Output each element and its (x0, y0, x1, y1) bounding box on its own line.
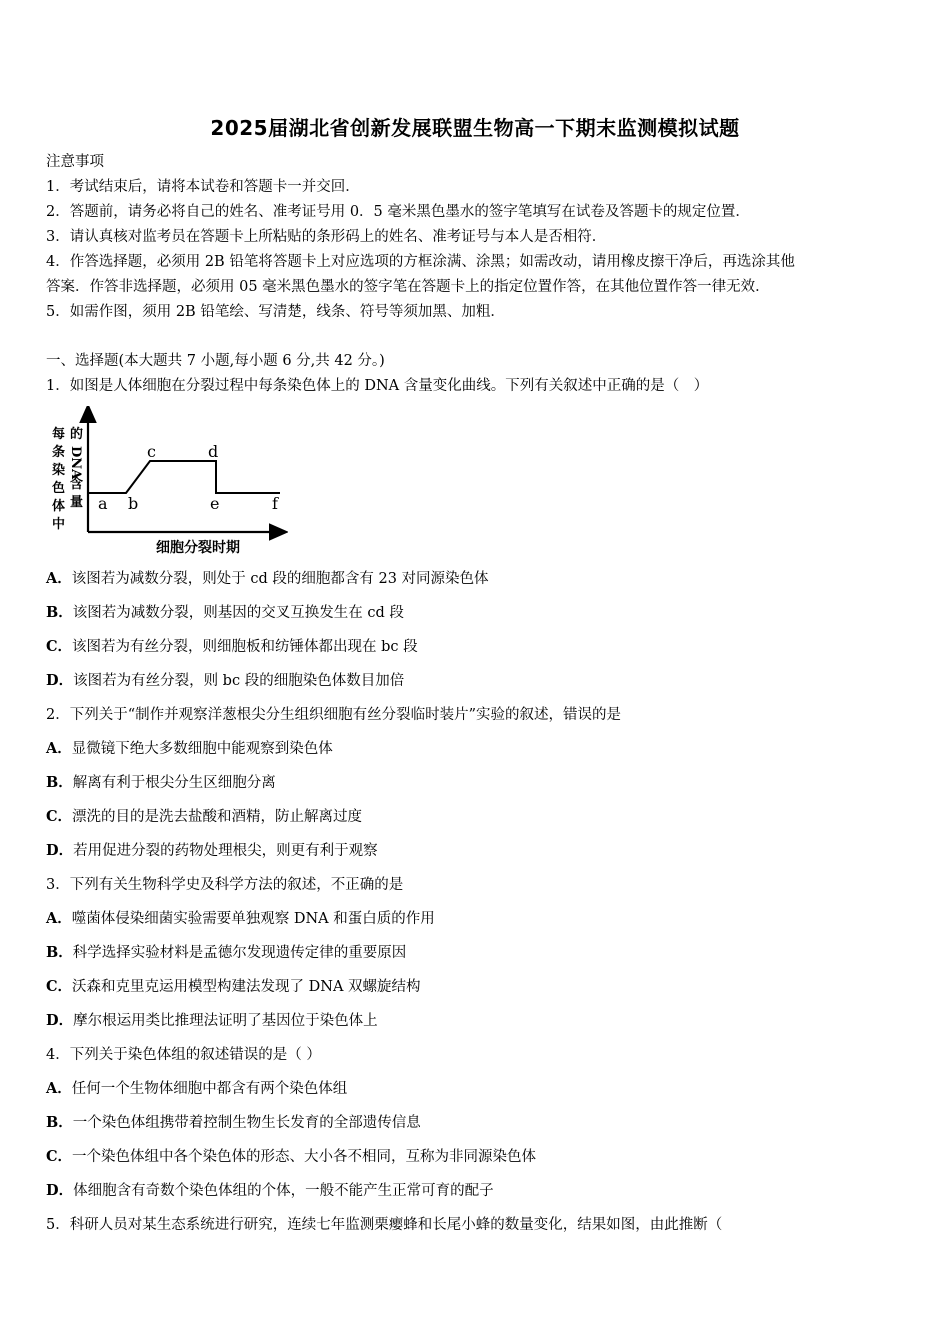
y-axis-label-char: 量 (70, 495, 84, 510)
point-labels (98, 442, 279, 513)
y-axis-label-char: 的 (70, 427, 84, 442)
option-q4-a: A．任何一个生物体细胞中都含有两个染色体组 (46, 1080, 348, 1097)
dna-curve (88, 461, 280, 493)
y-axis-label-1 (52, 426, 65, 532)
point-label-e: e (210, 494, 220, 513)
notice-heading: 注意事项 (46, 154, 104, 170)
y-axis-label-char: 中 (52, 517, 66, 532)
notice-item: 4．作答选择题，必须用 2B 铅笔将答题卡上对应选项的方框涂满、涂黑；如需改动，请用橡皮擦干净后，再选涂其他 (46, 254, 795, 270)
option-q2-b: B．解离有利于根尖分生区细胞分离 (46, 774, 276, 791)
option-q3-c: C．沃森和克里克运用模型构建法发现了 DNA 双螺旋结构 (46, 978, 421, 995)
option-q3-d: D．摩尔根运用类比推理法证明了基因位于染色体上 (46, 1012, 378, 1029)
question-stem-1: 1．如图是人体细胞在分裂过程中每条染色体上的 DNA 含量变化曲线。下列有关叙述中正确的是（ ） (46, 378, 709, 394)
section-heading: 一、选择题(本大题共 7 小题,每小题 6 分,共 42 分。) (46, 353, 385, 369)
point-label-d: d (208, 442, 219, 461)
option-q4-c: C．一个染色体组中各个染色体的形态、大小各不相同，互称为非同源染色体 (46, 1148, 537, 1165)
point-label-c: c (147, 442, 156, 461)
question-stem-4: 4．下列关于染色体组的叙述错误的是（ ） (46, 1047, 321, 1063)
y-axis-label-char: 染 (52, 463, 66, 478)
point-label-f: f (272, 494, 278, 513)
y-axis-label-char: DNA (68, 446, 83, 480)
x-axis-label: 细胞分裂时期 (156, 540, 240, 556)
question-stem-3: 3．下列有关生物科学史及科学方法的叙述，不正确的是 (46, 877, 404, 893)
option-q2-d: D．若用促进分裂的药物处理根尖，则更有利于观察 (46, 842, 378, 859)
dna-content-chart (48, 406, 288, 558)
option-q1-b: B．该图若为减数分裂，则基因的交叉互换发生在 cd 段 (46, 604, 404, 621)
option-q4-d: D．体细胞含有奇数个染色体组的个体，一般不能产生正常可育的配子 (46, 1182, 494, 1199)
y-axis-label-char: 每 (52, 427, 66, 442)
option-q3-a: A．噬菌体侵染细菌实验需要单独观察 DNA 和蛋白质的作用 (46, 910, 435, 927)
option-q3-b: B．科学选择实验材料是孟德尔发现遗传定律的重要原因 (46, 944, 407, 961)
notice-item: 1．考试结束后，请将本试卷和答题卡一并交回． (46, 179, 360, 195)
question-stem-2: 2．下列关于“制作并观察洋葱根尖分生组织细胞有丝分裂临时装片”实验的叙述，错误的是 (46, 707, 622, 723)
option-q2-a: A．显微镜下绝大多数细胞中能观察到染色体 (46, 740, 333, 757)
y-axis-label-char: 条 (52, 445, 66, 460)
question-stem-5: 5．科研人员对某生态系统进行研究，连续七年监测栗瘿蜂和长尾小蜂的数量变化，结果如图，由此推断（ (46, 1217, 723, 1233)
page-title: 2025届湖北省创新发展联盟生物高一下期末监测模拟试题 (210, 116, 740, 140)
notice-item: 5．如需作图，须用 2B 铅笔绘、写清楚，线条、符号等须加黑、加粗． (46, 304, 505, 320)
option-q1-d: D．该图若为有丝分裂，则 bc 段的细胞染色体数目加倍 (46, 672, 405, 689)
point-label-b: b (128, 494, 139, 513)
y-axis-label-2 (68, 426, 83, 510)
y-axis-label-char: 体 (52, 499, 66, 514)
point-label-a: a (98, 494, 108, 513)
option-q1-c: C．该图若为有丝分裂，则细胞板和纺锤体都出现在 bc 段 (46, 638, 418, 655)
notice-item: 2．答题前，请务必将自己的姓名、准考证号用 0．5 毫米黑色墨水的签字笔填写在试卷及答题卡的规定位置． (46, 204, 750, 220)
notice-item: 3．请认真核对监考员在答题卡上所粘贴的条形码上的姓名、准考证号与本人是否相符． (46, 229, 607, 245)
y-axis-label-char: 含 (70, 477, 84, 492)
notice-item: 答案．作答非选择题，必须用 05 毫米黑色墨水的签字笔在答题卡上的指定位置作答，在其他位置作答一律无效． (46, 279, 770, 295)
option-q1-a: A．该图若为减数分裂，则处于 cd 段的细胞都含有 23 对同源染色体 (46, 570, 489, 587)
option-q2-c: C．漂洗的目的是洗去盐酸和酒精，防止解离过度 (46, 808, 363, 825)
y-axis-label-char: 色 (52, 481, 66, 496)
option-q4-b: B．一个染色体组携带着控制生物生长发育的全部遗传信息 (46, 1114, 421, 1131)
